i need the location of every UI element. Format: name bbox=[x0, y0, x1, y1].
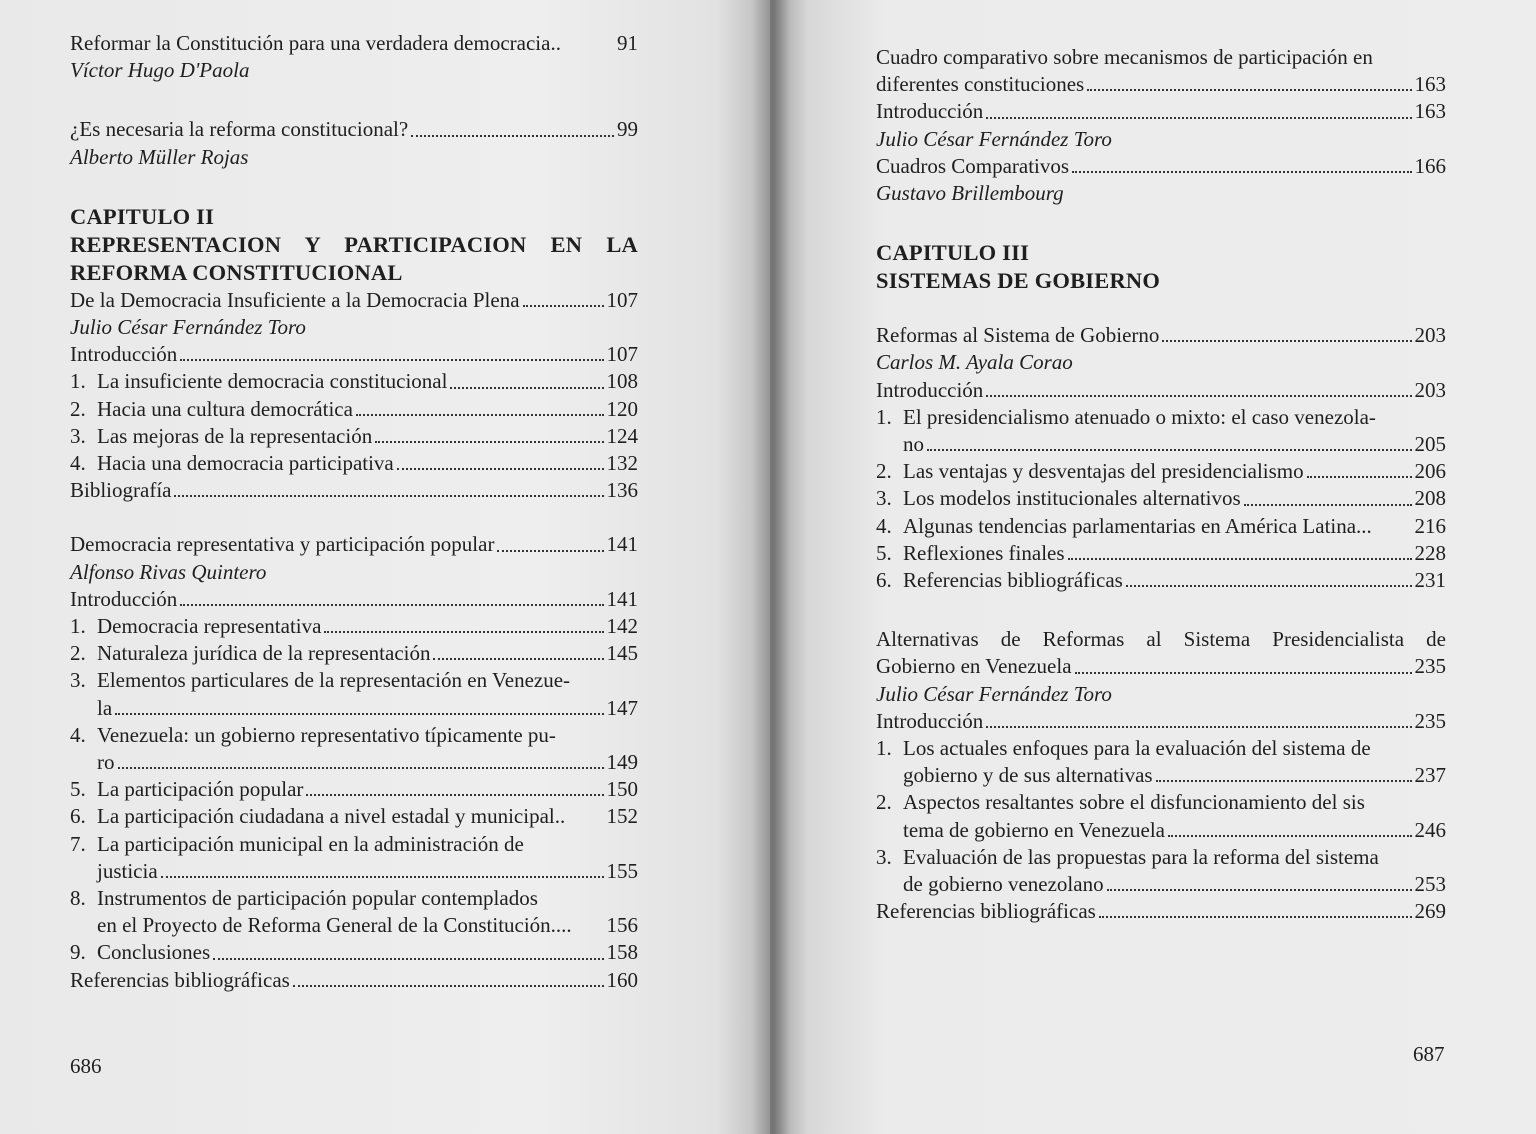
item-page: 156 bbox=[606, 913, 638, 938]
toc-item bbox=[70, 722, 638, 749]
toc-entry bbox=[70, 287, 638, 314]
toc-item bbox=[876, 485, 1446, 512]
toc-item bbox=[70, 967, 638, 994]
dot-leader bbox=[1244, 504, 1412, 506]
item-text: Bibliografía bbox=[70, 478, 172, 503]
item-number: 2. bbox=[70, 396, 86, 421]
item-page: 141 bbox=[606, 586, 638, 611]
toc-item bbox=[70, 586, 638, 613]
item-page: 136 bbox=[606, 478, 638, 503]
item-text: Conclusiones bbox=[97, 940, 211, 965]
toc-item bbox=[876, 540, 1446, 567]
toc-item bbox=[876, 735, 1446, 762]
item-text: La participación ciudadana a nivel estadal y municipal.. bbox=[97, 804, 566, 829]
entry-author: Víctor Hugo D'Paola bbox=[70, 58, 250, 83]
item-page: 147 bbox=[606, 695, 638, 720]
item-page: 246 bbox=[1414, 817, 1446, 842]
item-text: tema de gobierno en Venezuela bbox=[903, 817, 1165, 842]
toc-item bbox=[70, 396, 638, 423]
item-text: Las mejoras de la representación bbox=[97, 423, 373, 448]
item-text: Naturaleza jurídica de la representación bbox=[97, 641, 431, 666]
entry-title: Cuadro comparativo sobre mecanismos de participación en bbox=[876, 45, 1373, 69]
toc-item bbox=[876, 153, 1446, 180]
item-text: la bbox=[97, 695, 113, 720]
toc-item bbox=[70, 368, 638, 395]
item-page: 235 bbox=[1414, 708, 1446, 733]
book-spine-shadow bbox=[752, 0, 790, 1134]
toc-item-continuation bbox=[876, 871, 1446, 898]
item-text: Introducción bbox=[876, 377, 984, 402]
toc-entry bbox=[70, 531, 638, 558]
entry-author: Alfonso Rivas Quintero bbox=[70, 559, 267, 584]
dot-leader bbox=[118, 767, 604, 769]
entry-title: Reformar la Constitución para una verdadera democracia.. bbox=[70, 31, 561, 55]
item-number: 6. bbox=[70, 804, 86, 829]
toc-item bbox=[876, 98, 1446, 125]
item-page: 216 bbox=[1414, 513, 1446, 538]
toc-item bbox=[70, 477, 638, 504]
toc-entry bbox=[876, 71, 1446, 98]
item-text: Referencias bibliográficas bbox=[70, 967, 290, 992]
item-page: 124 bbox=[606, 423, 638, 448]
item-text: Introducción bbox=[70, 586, 178, 611]
entry-page: 163 bbox=[1414, 72, 1446, 97]
toc-item bbox=[70, 613, 638, 640]
dot-leader bbox=[1162, 340, 1411, 342]
item-page: 108 bbox=[606, 369, 638, 394]
entry-page: 203 bbox=[1414, 323, 1446, 348]
toc-item bbox=[70, 776, 638, 803]
toc-item bbox=[876, 898, 1446, 925]
item-text: Introducción bbox=[70, 342, 178, 367]
item-number: 3. bbox=[876, 844, 892, 869]
chapter-title-line: REFORMA CONSTITUCIONAL bbox=[70, 259, 403, 285]
toc-item-continuation bbox=[70, 749, 638, 776]
dot-leader bbox=[523, 305, 604, 307]
chapter-title-line: REPRESENTACION Y PARTICIPACION EN LA bbox=[70, 231, 638, 257]
entry-page: 91 bbox=[617, 31, 638, 55]
item-page: 107 bbox=[606, 342, 638, 367]
item-text: de gobierno venezolano bbox=[903, 872, 1104, 897]
entry-title: De la Democracia Insuficiente a la Democracia Plena bbox=[70, 287, 520, 312]
entry-author: Alberto Müller Rojas bbox=[70, 144, 249, 169]
item-text: Elementos particulares de la representación en Venezue- bbox=[97, 668, 571, 693]
item-page: 145 bbox=[606, 641, 638, 666]
dot-leader bbox=[986, 726, 1411, 728]
item-text: Venezuela: un gobierno representativo típicamente pu- bbox=[97, 722, 556, 747]
entry-page: 235 bbox=[1414, 654, 1446, 679]
dot-leader bbox=[986, 395, 1411, 397]
entry-title: Reformas al Sistema de Gobierno bbox=[876, 323, 1160, 348]
item-number: 2. bbox=[876, 790, 892, 815]
item-page: 203 bbox=[1414, 377, 1446, 402]
toc-item bbox=[70, 341, 638, 368]
toc-item bbox=[876, 789, 1446, 816]
item-page: 120 bbox=[606, 396, 638, 421]
toc-entry bbox=[876, 322, 1446, 349]
chapter-label: CAPITULO III bbox=[876, 240, 1030, 266]
toc-item bbox=[70, 939, 638, 966]
toc-item bbox=[70, 450, 638, 477]
toc-item-continuation bbox=[70, 912, 638, 939]
dot-leader bbox=[927, 449, 1412, 451]
dot-leader bbox=[450, 387, 603, 389]
dot-leader bbox=[1126, 585, 1412, 587]
item-number: 3. bbox=[70, 423, 86, 448]
item-page: 228 bbox=[1414, 540, 1446, 565]
item-number: 8. bbox=[70, 886, 86, 911]
entry-title: ¿Es necesaria la reforma constitucional? bbox=[70, 117, 409, 142]
dot-leader bbox=[356, 414, 604, 416]
item-text: El presidencialismo atenuado o mixto: el caso venezola- bbox=[903, 404, 1376, 429]
item-page: 166 bbox=[1414, 153, 1446, 178]
item-number: 1. bbox=[70, 614, 86, 639]
item-number: 3. bbox=[876, 486, 892, 511]
dot-leader bbox=[1307, 476, 1412, 478]
item-text: Evaluación de las propuestas para la reforma del sistema bbox=[903, 844, 1379, 869]
item-text: Las ventajas y desventajas del presidencialismo bbox=[903, 459, 1304, 484]
entry-title: Democracia representativa y participación popular bbox=[70, 532, 495, 557]
chapter-title: SISTEMAS DE GOBIERNO bbox=[876, 268, 1161, 294]
dot-leader bbox=[433, 658, 603, 660]
item-number: 5. bbox=[876, 540, 892, 565]
item-text: La insuficiente democracia constitucional bbox=[97, 369, 448, 394]
toc-item-continuation bbox=[876, 762, 1446, 789]
dot-leader bbox=[324, 631, 603, 633]
item-text: en el Proyecto de Reforma General de la Constitución.... bbox=[97, 913, 572, 938]
item-text: La participación popular bbox=[97, 777, 304, 802]
item-page: 206 bbox=[1414, 459, 1446, 484]
item-number: 6. bbox=[876, 568, 892, 593]
item-page: 150 bbox=[606, 777, 638, 802]
toc-item bbox=[70, 831, 638, 858]
toc-item-continuation bbox=[876, 431, 1446, 458]
toc-item-continuation bbox=[70, 695, 638, 722]
item-text: Introducción bbox=[876, 99, 984, 124]
item-text: gobierno y de sus alternativas bbox=[903, 763, 1153, 788]
item-number: 4. bbox=[876, 513, 892, 538]
item-text: Los modelos institucionales alternativos bbox=[903, 486, 1241, 511]
dot-leader bbox=[213, 958, 603, 960]
entry-page: 107 bbox=[606, 287, 638, 312]
entry-title: Gobierno en Venezuela bbox=[876, 654, 1072, 679]
dot-leader bbox=[161, 876, 604, 878]
item-page: 132 bbox=[606, 451, 638, 476]
dot-leader bbox=[375, 441, 603, 443]
dot-leader bbox=[1156, 780, 1412, 782]
toc-item bbox=[876, 513, 1446, 540]
entry-title: diferentes constituciones bbox=[876, 72, 1085, 97]
item-page: 163 bbox=[1414, 99, 1446, 124]
dot-leader bbox=[1168, 835, 1412, 837]
item-number: 2. bbox=[876, 459, 892, 484]
item-text: La participación municipal en la administración de bbox=[97, 831, 524, 856]
item-page: 231 bbox=[1414, 568, 1446, 593]
entry-author: Julio César Fernández Toro bbox=[70, 315, 306, 340]
dot-leader bbox=[1099, 916, 1412, 918]
toc-item bbox=[70, 885, 638, 912]
entry-author: Julio César Fernández Toro bbox=[876, 681, 1112, 706]
item-text: Democracia representativa bbox=[97, 614, 322, 639]
dot-leader bbox=[174, 495, 603, 497]
toc-entry bbox=[70, 116, 638, 143]
dot-leader bbox=[411, 135, 614, 137]
page-number: 686 bbox=[70, 1054, 102, 1078]
dot-leader bbox=[397, 468, 604, 470]
item-page: 237 bbox=[1414, 763, 1446, 788]
item-page: 253 bbox=[1414, 872, 1446, 897]
item-text: Hacia una democracia participativa bbox=[97, 451, 394, 476]
toc-item bbox=[876, 404, 1446, 431]
toc-item bbox=[876, 708, 1446, 735]
item-number: 4. bbox=[70, 722, 86, 747]
dot-leader bbox=[180, 604, 603, 606]
entry-page: 99 bbox=[617, 117, 638, 142]
entry-author: Gustavo Brillembourg bbox=[876, 181, 1064, 206]
item-page: 155 bbox=[606, 858, 638, 883]
item-page: 149 bbox=[606, 750, 638, 775]
item-number: 2. bbox=[70, 641, 86, 666]
item-text: Referencias bibliográficas bbox=[876, 899, 1096, 924]
toc-item bbox=[876, 458, 1446, 485]
item-text: ro bbox=[97, 750, 115, 775]
toc-item bbox=[876, 377, 1446, 404]
entry-author: Julio César Fernández Toro bbox=[876, 126, 1112, 151]
item-text: Algunas tendencias parlamentarias en América Latina... bbox=[903, 513, 1372, 538]
item-text: Hacia una cultura democrática bbox=[97, 396, 353, 421]
toc-entry bbox=[70, 30, 638, 57]
chapter-label: CAPITULO II bbox=[70, 203, 215, 229]
item-text: justicia bbox=[97, 858, 158, 883]
entry-author: Carlos M. Ayala Corao bbox=[876, 350, 1073, 375]
item-number: 4. bbox=[70, 451, 86, 476]
dot-leader bbox=[1087, 89, 1411, 91]
item-number: 1. bbox=[70, 369, 86, 394]
dot-leader bbox=[497, 550, 603, 552]
dot-leader bbox=[306, 794, 603, 796]
page-number: 687 bbox=[1413, 1042, 1445, 1066]
item-text: Introducción bbox=[876, 708, 984, 733]
item-page: 208 bbox=[1414, 486, 1446, 511]
toc-item bbox=[70, 803, 638, 830]
item-text: Los actuales enfoques para la evaluación del sistema de bbox=[903, 736, 1371, 761]
right-page bbox=[770, 0, 1536, 1134]
right-toc-column bbox=[876, 44, 1446, 925]
item-number: 9. bbox=[70, 940, 86, 965]
toc-item-continuation bbox=[876, 817, 1446, 844]
item-page: 205 bbox=[1414, 432, 1446, 457]
item-text: Cuadros Comparativos bbox=[876, 153, 1070, 178]
toc-item bbox=[70, 423, 638, 450]
toc-item bbox=[70, 667, 638, 694]
toc-item bbox=[876, 844, 1446, 871]
dot-leader bbox=[1072, 171, 1411, 173]
dot-leader bbox=[293, 985, 604, 987]
dot-leader bbox=[1068, 558, 1412, 560]
dot-leader bbox=[1075, 672, 1412, 674]
entry-title: Alternativas de Reformas al Sistema Presidencialista de bbox=[876, 627, 1446, 652]
item-number: 5. bbox=[70, 777, 86, 802]
item-page: 160 bbox=[606, 967, 638, 992]
item-page: 158 bbox=[606, 940, 638, 965]
item-page: 142 bbox=[606, 614, 638, 639]
dot-leader bbox=[986, 117, 1411, 119]
item-page: 269 bbox=[1414, 899, 1446, 924]
dot-leader bbox=[180, 359, 603, 361]
toc-entry bbox=[876, 653, 1446, 680]
toc-item bbox=[70, 640, 638, 667]
item-number: 1. bbox=[876, 404, 892, 429]
entry-page: 141 bbox=[606, 532, 638, 557]
item-page: 152 bbox=[606, 804, 638, 829]
item-text: no bbox=[903, 432, 924, 457]
item-number: 1. bbox=[876, 736, 892, 761]
toc-item-continuation bbox=[70, 858, 638, 885]
item-number: 3. bbox=[70, 668, 86, 693]
item-text: Referencias bibliográficas bbox=[903, 568, 1123, 593]
item-text: Instrumentos de participación popular contemplados bbox=[97, 886, 538, 911]
item-number: 7. bbox=[70, 831, 86, 856]
item-text: Reflexiones finales bbox=[903, 540, 1065, 565]
toc-item bbox=[876, 567, 1446, 594]
item-text: Aspectos resaltantes sobre el disfuncionamiento del sis bbox=[903, 790, 1365, 815]
dot-leader bbox=[115, 713, 603, 715]
dot-leader bbox=[1107, 889, 1412, 891]
left-toc-column bbox=[70, 30, 638, 994]
